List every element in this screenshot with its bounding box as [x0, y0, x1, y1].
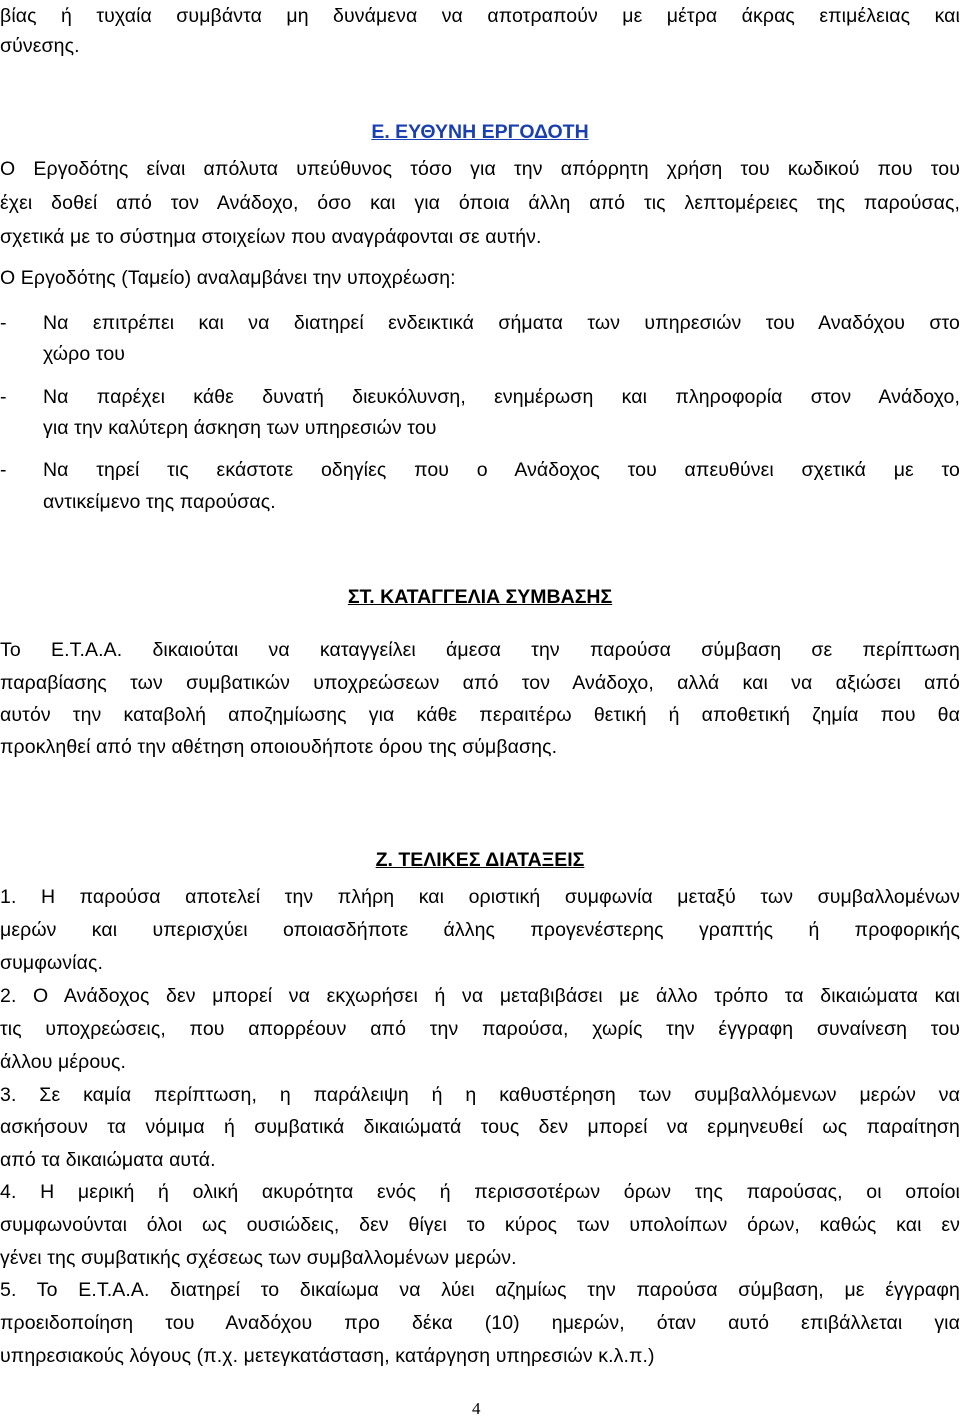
final-provision-line: γένει της συμβατικής σχέσεως των συμβαλλομένων μερών.: [0, 1247, 517, 1269]
final-provision-line: συμφωνούνται όλοι ως ουσιώδεις, δεν θίγει το κύρος των υπολοίπων όρων, καθώς και εν: [0, 1214, 960, 1236]
final-provision-line: προειδοποίηση του Αναδόχου προ δέκα (10) ημερών, όταν αυτό επιβάλλεται για: [0, 1312, 960, 1334]
final-provision-line: υπηρεσιακούς λόγους (π.χ. μετεγκατάσταση, κατάργηση υπηρεσιών κ.λ.π.): [0, 1345, 655, 1367]
bullet-line: Να επιτρέπει και να διατηρεί ενδεικτικά σήματα των υπηρεσιών του Αναδόχου στο: [43, 312, 960, 334]
bullet-dash: -: [0, 312, 7, 334]
section-st-paragraph-line: προκληθεί από την αθέτηση οποιουδήποτε όρου της σύμβασης.: [0, 736, 558, 758]
final-provision-line: ασκήσουν τα νόμιμα ή συμβατικά δικαιώματά τους δεν μπορεί να ερμηνευθεί ως παραίτηση: [0, 1116, 960, 1138]
section-st-paragraph-line: αυτόν την καταβολή αποζημίωσης για κάθε περαιτέρω θετική ή αποθετική ζημία που θα: [0, 704, 960, 726]
section-e-paragraph-line: Ο Εργοδότης είναι απόλυτα υπεύθυνος τόσο για την απόρρητη χρήση του κωδικού που του: [0, 158, 960, 180]
final-provision-line: συμφωνίας.: [0, 952, 103, 974]
section-st-heading: ΣΤ. ΚΑΤΑΓΓΕΛΙΑ ΣΥΜΒΑΣΗΣ: [347, 586, 613, 608]
final-provision-line: 4. Η μερική ή ολική ακυρότητα ενός ή περισσοτέρων όρων της παρούσας, οι οποίοι: [0, 1181, 960, 1203]
section-st-paragraph-line: Το Ε.Τ.Α.Α. δικαιούται να καταγγείλει άμεσα την παρούσα σύμβαση σε περίπτωση: [0, 639, 960, 661]
final-provision-line: 1. Η παρούσα αποτελεί την πλήρη και οριστική συμφωνία μεταξύ των συμβαλλομένων: [0, 886, 960, 908]
section-st-paragraph-line: παραβίασης των συμβατικών υποχρεώσεων από τον Ανάδοχο, αλλά και να αξιώσει από: [0, 672, 960, 694]
bullet-line: χώρο του: [43, 343, 126, 365]
bullet-line: για την καλύτερη άσκηση των υπηρεσιών του: [43, 417, 437, 439]
section-e-paragraph-line: έχει δοθεί από τον Ανάδοχο, όσο και για όποια άλλη από τις λεπτομέρειες της παρούσας,: [0, 192, 960, 214]
obligation-intro: Ο Εργοδότης (Ταμείο) αναλαμβάνει την υποχρέωση:: [0, 267, 456, 289]
bullet-line: Να παρέχει κάθε δυνατή διευκόλυνση, ενημέρωση και πληροφορία στον Ανάδοχο,: [43, 386, 960, 408]
final-provision-line: 2. Ο Ανάδοχος δεν μπορεί να εκχωρήσει ή να μεταβιβάσει με άλλο τρόπο τα δικαιώματα και: [0, 985, 960, 1007]
section-e-paragraph-line: σχετικά με το σύστημα στοιχείων που αναγράφονται σε αυτήν.: [0, 226, 542, 248]
final-provision-line: τις υποχρεώσεις, που απορρέουν από την παρούσα, χωρίς την έγγραφη συναίνεση του: [0, 1018, 960, 1040]
final-provision-line: από τα δικαιώματα αυτά.: [0, 1149, 216, 1171]
page-number: 4: [472, 1399, 481, 1418]
section-e-heading: Ε. ΕΥΘΥΝΗ ΕΡΓΟΔΟΤΗ: [371, 121, 589, 143]
bullet-line: αντικείμενο της παρούσας.: [43, 491, 276, 513]
intro-line: σύνεσης.: [0, 35, 80, 57]
bullet-dash: -: [0, 459, 7, 481]
bullet-line: Να τηρεί τις εκάστοτε οδηγίες που ο Ανάδοχος του απευθύνει σχετικά με το: [43, 459, 960, 481]
section-z-heading: Ζ. ΤΕΛΙΚΕΣ ΔΙΑΤΑΞΕΙΣ: [375, 849, 585, 871]
final-provision-line: μερών και υπερισχύει οποιασδήποτε άλλης προγενέστερης γραπτής ή προφορικής: [0, 919, 960, 941]
intro-line: βίας ή τυχαία συμβάντα μη δυνάμενα να αποτραπούν με μέτρα άκρας επιμέλειας και: [0, 5, 960, 27]
final-provision-line: άλλου μέρους.: [0, 1051, 127, 1073]
final-provision-line: 3. Σε καμία περίπτωση, η παράλειψη ή η καθυστέρηση των συμβαλλόμενων μερών να: [0, 1084, 960, 1106]
bullet-dash: -: [0, 386, 7, 408]
final-provision-line: 5. Το Ε.Τ.Α.Α. διατηρεί το δικαίωμα να λύει αζημίως την παρούσα σύμβαση, με έγγραφη: [0, 1279, 960, 1301]
